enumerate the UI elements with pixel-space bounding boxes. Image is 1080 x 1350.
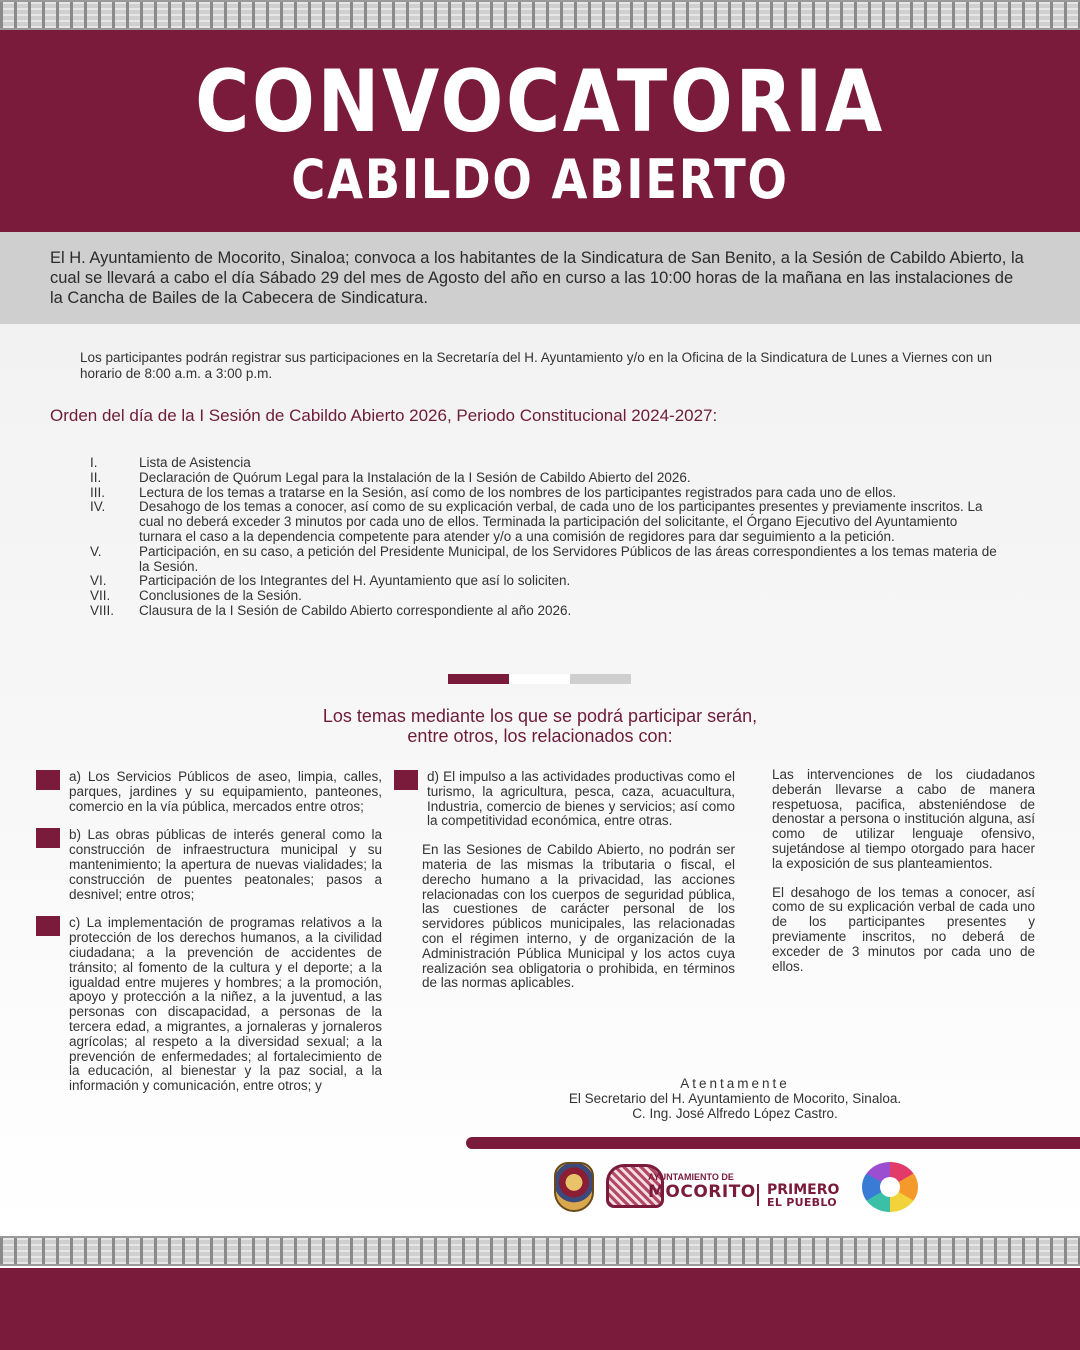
page-subtitle: CABILDO ABIERTO bbox=[291, 148, 789, 211]
themes-heading bbox=[240, 706, 840, 746]
logo-strip bbox=[550, 1160, 930, 1220]
agenda-text: Declaración de Quórum Legal para la Instalación de la I Sesión de Cabildo Abierto del 2026. bbox=[139, 469, 691, 485]
footer-band bbox=[0, 1268, 1080, 1350]
divider-segment-maroon bbox=[448, 674, 509, 684]
closing-salutation: Atentamente bbox=[680, 1076, 790, 1091]
agenda-text: Participación de los Integrantes del H. Ayuntamiento que así lo soliciten. bbox=[139, 573, 571, 589]
agenda-text: Conclusiones de la Sesión. bbox=[139, 588, 302, 604]
agenda-number: V. bbox=[90, 543, 102, 559]
theme-text: a) Los Servicios Públicos de aseo, limpia, calles, parques, jardines y su equipamiento, panteones, comercio en la vía pública, mercados entre otros; bbox=[69, 769, 382, 814]
registration-paragraph: Los participantes podrán registrar sus participaciones en la Secretaría del H. Ayuntamiento y/o en la Oficina de la Sindicatura de Lunes a Viernes con un horario de 8:00 a.m. a 3:00 p.m. bbox=[80, 350, 993, 381]
bullet-square-icon bbox=[36, 770, 60, 790]
agenda-item bbox=[90, 604, 1000, 619]
agenda-number: I. bbox=[90, 455, 98, 470]
divider-segment-gray bbox=[570, 674, 631, 684]
logo-ayuntamiento-text: AYUNTAMIENTO DE bbox=[648, 1172, 734, 1182]
theme-text: c) La implementación de programas relativos a la protección de los derechos humanos, a la civilidad ciudadana; a la prevención de accidentes de tránsito; al fomento de la cultura y el deporte; a la igualdad entre mujeres y hombres; a la promoción, apoyo y protección a la niñez, a la juventud, a las personas con discapacidad, a personas de la tercera edad, a migrantes, a jornaleras y jornaleros agrícolas; al respeto a la diversidad sexual; a la prevención de enfermedades; al fortalecimiento de la educación, al bienestar y la paz social, a la información y comunicación, entre otros; y bbox=[69, 915, 382, 1094]
agenda-text: Lectura de los temas a tratarse en la Sesión, así como de los nombres de los participantes registrados para cada uno de ellos. bbox=[139, 484, 897, 500]
themes-column-right bbox=[772, 768, 1035, 988]
agenda-text: Desahogo de los temas a conocer, así como de su explicación verbal, de cada uno de los participantes presentes y previamente inscritos. La cual no deberá exceder 3 minutos por cada uno de ellos. Terminada la participación del solicitante, el Órgano Ejecutivo del Ayuntamiento turnara el caso a la dependencia competente para atender y/o a una comisión de regidores para dar seguimiento a la petición. bbox=[139, 499, 983, 544]
signer-role: El Secretario del H. Ayuntamiento de Mocorito, Sinaloa. bbox=[568, 1091, 902, 1106]
signature-rule bbox=[466, 1137, 1080, 1149]
agenda-number: III. bbox=[90, 484, 106, 500]
colorful-flower-logo-icon bbox=[862, 1162, 918, 1212]
agenda-item bbox=[90, 545, 1000, 575]
themes-column-left bbox=[36, 770, 382, 1108]
bottom-pattern-band bbox=[0, 1236, 1080, 1266]
order-of-day-title: Orden del día de la I Sesión de Cabildo Abierto 2026, Periodo Constitucional 2024-2027: bbox=[50, 406, 718, 425]
agenda-list bbox=[90, 456, 1000, 619]
theme-item-c bbox=[36, 916, 382, 1094]
theme-text: d) El impulso a las actividades productivas como el turismo, la agricultura, pesca, caza, acuacultura, Industria, comercio de bienes y servicios; así como la competitividad económica, entre otras. bbox=[427, 769, 735, 829]
agenda-number: IV. bbox=[90, 499, 106, 515]
agenda-item bbox=[90, 500, 1000, 544]
divider-segment-white bbox=[509, 674, 570, 684]
exclusions-paragraph: En las Sesiones de Cabildo Abierto, no podrán ser materia de las mismas la tributaria o fiscal, el derecho humano a la privacidad, las acciones relacionadas con los cuerpos de seguridad pública, las cuestiones de carácter personal de los servidores públicos municipales, las relacionadas con el régimen interno, y de organización de la Administración Pública Municipal y los actos cuya realización sea obligatoria o prohibida, en términos de las normas aplicables. bbox=[422, 842, 735, 991]
signer-name: C. Ing. José Alfredo López Castro. bbox=[632, 1106, 838, 1121]
page-title: CONVOCATORIA bbox=[195, 52, 885, 152]
intro-paragraph: El H. Ayuntamiento de Mocorito, Sinaloa; convoca a los habitantes de la Sindicatura de San Benito, a la Sesión de Cabildo Abierto, la cual se llevará a cabo el día Sábado 29 del mes de Agosto del año en curso a las 10:00 horas de la mañana en las instalaciones de la Cancha de Bailes de la Cabecera de Sindicatura. bbox=[0, 232, 1080, 324]
agenda-item bbox=[90, 486, 1000, 501]
themes-heading-line-1: Los temas mediante los que se podrá participar serán, bbox=[322, 706, 758, 726]
themes-column-middle bbox=[394, 770, 735, 1005]
logo-primero-text: PRIMERO bbox=[767, 1182, 840, 1198]
logo-separator bbox=[757, 1184, 759, 1206]
agenda-item bbox=[90, 471, 1000, 486]
themes-heading-line-2: entre otros, los relacionados con: bbox=[407, 726, 673, 746]
logo-mocorito-text: MOCORITO bbox=[648, 1182, 756, 1202]
agenda-item bbox=[90, 456, 1000, 471]
bullet-square-icon bbox=[394, 770, 418, 790]
theme-item-b bbox=[36, 828, 382, 902]
agenda-number: VI. bbox=[90, 573, 107, 589]
agenda-text: Lista de Asistencia bbox=[139, 455, 251, 470]
agenda-text: Clausura de la I Sesión de Cabildo Abierto correspondiente al año 2026. bbox=[139, 602, 572, 618]
time-limit-paragraph: El desahogo de los temas a conocer, así como de su explicación verbal de cada uno de los participantes presentes y previamente inscritos, no deberá de exceder de 3 minutos por cada uno de ellos. bbox=[772, 884, 1035, 974]
municipal-seal-icon bbox=[554, 1162, 594, 1212]
bullet-square-icon bbox=[36, 828, 60, 848]
agenda-text: Participación, en su caso, a petición del Presidente Municipal, de los Servidores Públicos de las áreas correspondientes a los temas materia de la Sesión. bbox=[139, 543, 997, 574]
top-pattern-band bbox=[0, 0, 1080, 30]
theme-item-d bbox=[394, 770, 735, 829]
conduct-paragraph: Las intervenciones de los ciudadanos deberán llevarse a cabo de manera respetuosa, pacifica, absteniéndose de denostar a persona o institución alguna, así como de utilizar lenguaje ofensivo, sujetándose al tiempo otorgado para hacer la exposición de sus planteamientos. bbox=[772, 767, 1035, 871]
agenda-item bbox=[90, 589, 1000, 604]
signature-block bbox=[500, 1076, 970, 1121]
agenda-item bbox=[90, 574, 1000, 589]
bullet-square-icon bbox=[36, 916, 60, 936]
theme-item-a bbox=[36, 770, 382, 814]
agenda-number: VIII. bbox=[90, 602, 115, 618]
agenda-number: VII. bbox=[90, 588, 111, 604]
header-banner bbox=[0, 30, 1080, 232]
logo-el-pueblo-text: EL PUEBLO bbox=[767, 1196, 837, 1209]
agenda-number: II. bbox=[90, 469, 102, 485]
theme-text: b) Las obras públicas de interés general como la construcción de infraestructura municipal y su mantenimiento; la apertura de nuevas vialidades; la construcción de puentes peatonales; pasos a desnivel; entre otros; bbox=[69, 827, 382, 902]
